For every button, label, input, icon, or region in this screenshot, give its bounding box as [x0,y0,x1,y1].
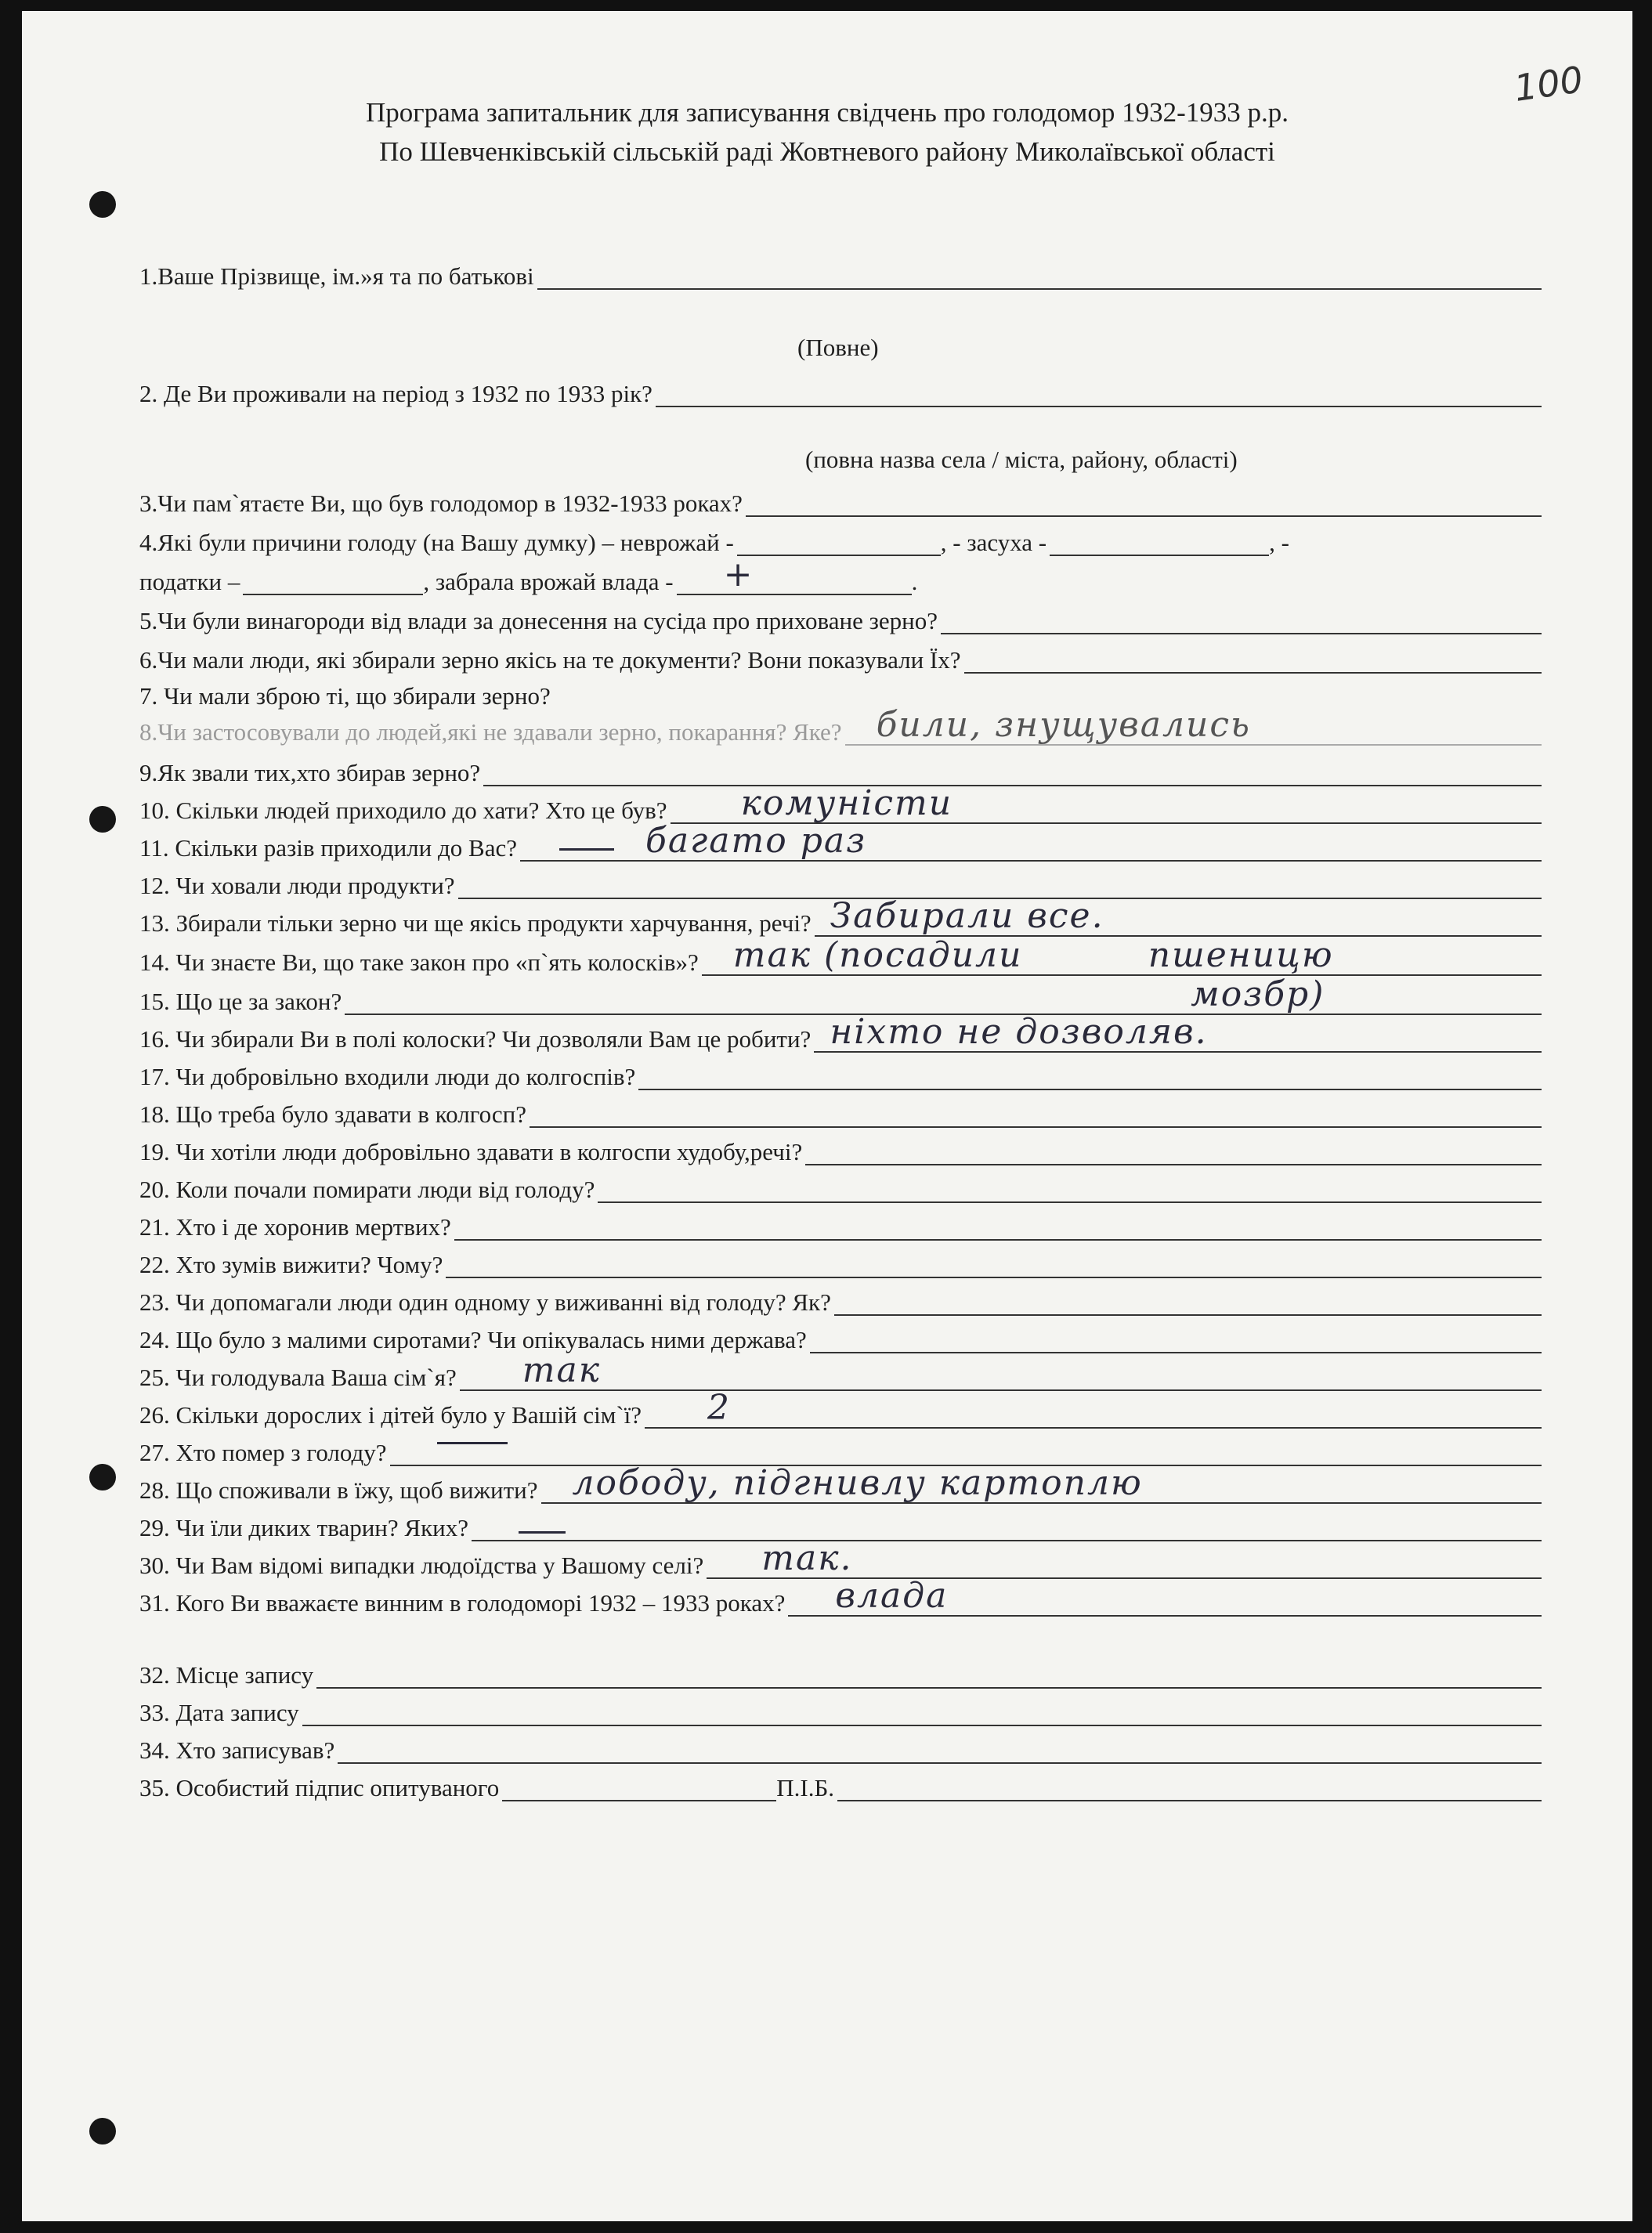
question-14 [139,935,1542,976]
answer-field[interactable] [541,1463,1542,1504]
question-text: 30. Чи Вам відомі випадки людоїдства у Вашому селі? [139,1551,704,1579]
question-5 [139,598,1542,634]
handwritten-answer-continued: пшеницю [1148,935,1334,975]
question-text: . [911,567,918,595]
question-text: 34. Хто записував? [139,1736,335,1764]
answer-field[interactable] [702,935,1542,976]
handwritten-answer: мозбр) [1191,974,1325,1014]
question-text: 6.Чи мали люди, які збирали зерно якісь на те документи? Вони показували Їх? [139,645,961,674]
handwritten-answer: так (посадили [732,935,1023,975]
handwritten-answer: Забирали все. [830,896,1104,936]
title-line-2: По Шевченківській сільській раді Жовтневого району Миколаївської області [379,136,1275,167]
question-17 [139,1054,1542,1090]
answer-field-taxes[interactable] [243,573,423,595]
answer-field[interactable] [537,268,1542,290]
question-text: 17. Чи добровільно входили люди до колгоспів? [139,1062,636,1090]
question-33 [139,1690,1542,1726]
hint-full-name: (Повне) [797,334,879,361]
punch-hole [89,191,116,218]
question-8 [139,705,1542,746]
question-1 [139,254,1542,290]
answer-field[interactable] [460,1350,1542,1391]
question-3 [139,481,1542,517]
question-27 [139,1430,1542,1466]
handwritten-answer: так. [761,1538,853,1578]
handwritten-dash [519,1531,566,1534]
question-text: 29. Чи їли диких тварин? Яких? [139,1513,468,1541]
question-text: 2. Де Ви проживали на період з 1932 по 1933 рік? [139,379,652,407]
question-26 [139,1388,1542,1429]
question-text: 32. Місце запису [139,1660,314,1689]
question-text: 31. Кого Ви вважаєте винним в голодоморі 1932 – 1933 роках? [139,1588,786,1617]
question-22 [139,1242,1542,1278]
question-text: 28. Що споживали в їжу, щоб вижити? [139,1476,538,1504]
question-text: 18. Що треба було здавати в колгосп? [139,1100,526,1128]
question-15 [139,974,1542,1015]
question-16 [139,1012,1542,1053]
answer-field[interactable] [814,1012,1542,1053]
question-20 [139,1167,1542,1203]
handwritten-answer: так [522,1350,601,1390]
answer-field[interactable] [520,821,1542,862]
handwritten-dash [437,1442,508,1444]
question-text: 8.Чи застосовували до людей,які не здавали зерно, покарання? Яке? [139,717,842,746]
handwritten-answer: ніхто не дозволяв. [830,1012,1208,1052]
question-7 [139,674,1542,710]
answer-field[interactable] [338,1742,1542,1764]
question-text: податки – [139,567,240,595]
question-18 [139,1092,1542,1128]
question-34 [139,1728,1542,1764]
question-text: 21. Хто і де хоронив мертвих? [139,1212,451,1241]
question-text: 11. Скільки разів приходили до Вас? [139,833,517,862]
question-text: 3.Чи пам`ятаєте Ви, що був голодомор в 1932-1933 роках? [139,489,743,517]
question-text: , забрала врожай влада - [423,567,674,595]
answer-field[interactable] [483,764,1542,786]
question-text: 24. Що було з малими сиротами? Чи опікувалась ними держава? [139,1325,807,1353]
question-text: , - [1269,528,1289,556]
question-text: 12. Чи ховали люди продукти? [139,871,455,899]
handwritten-answer: били, знущувались [876,705,1251,745]
question-13 [139,896,1542,937]
question-text: 15. Що це за закон? [139,987,342,1015]
question-text: 5.Чи були винагороди від влади за донесення на сусіда про приховане зерно? [139,606,938,634]
question-text: , - засуха - [940,528,1047,556]
question-text: 1.Ваше Прізвище, ім.»я та по батькові [139,262,534,290]
handwritten-answer: багато раз [645,821,867,861]
question-text: 25. Чи голодувала Ваша сім`я? [139,1363,457,1391]
answer-field[interactable] [530,1106,1542,1128]
answer-field[interactable] [845,705,1542,746]
question-29 [139,1505,1542,1541]
question-text: 22. Хто зумів вижити? Чому? [139,1250,443,1278]
punch-hole [89,2118,116,2144]
answer-field[interactable] [810,1331,1542,1353]
answer-field-government[interactable] [677,555,912,595]
answer-field[interactable] [656,385,1542,407]
question-4 [139,520,1542,556]
title-line-1: Програма запитальник для записування свідчень про голодомор 1932-1933 р.р. [366,97,1289,128]
answer-field[interactable] [941,612,1542,634]
question-text: 4.Які були причини голоду (на Вашу думку) – неврожай - [139,528,734,556]
question-35 [139,1765,1542,1801]
answer-field[interactable] [645,1388,1542,1429]
question-19 [139,1129,1542,1165]
answer-field[interactable] [707,1538,1542,1579]
question-text: 14. Чи знаєте Ви, що таке закон про «п`ять колосків»? [139,948,699,976]
question-text: 26. Скільки дорослих і дітей було у Вашій сім`ї? [139,1400,642,1429]
question-25 [139,1350,1542,1391]
question-6 [139,638,1542,674]
question-10 [139,783,1542,824]
answer-field[interactable] [316,1667,1542,1689]
answer-field-drought[interactable] [1050,534,1269,556]
handwritten-answer: влада [835,1576,949,1616]
answer-field[interactable] [598,1181,1542,1203]
answer-field[interactable] [815,896,1542,937]
punch-hole [89,806,116,833]
answer-field[interactable] [302,1704,1542,1726]
question-4-continued [139,555,1542,595]
handwritten-answer: + [723,555,754,594]
page-number: 100 [1511,58,1586,110]
question-11 [139,821,1542,862]
question-9 [139,750,1542,786]
question-32 [139,1653,1542,1689]
question-21 [139,1205,1542,1241]
punch-hole [89,1464,116,1490]
question-23 [139,1280,1542,1316]
question-31 [139,1576,1542,1617]
question-text: 9.Як звали тих,хто збирав зерно? [139,758,481,786]
question-text: 13. Збирали тільки зерно чи ще якісь продукти харчування, речі? [139,909,812,937]
question-text: 16. Чи збирали Ви в полі колоски? Чи дозволяли Вам це робити? [139,1024,812,1053]
answer-field[interactable] [805,1144,1542,1165]
handwritten-answer: комуністи [740,783,953,823]
answer-field[interactable] [746,495,1542,517]
document-page [22,11,1632,2221]
question-text: 23. Чи допомагали люди один одному у виживанні від голоду? Як? [139,1288,831,1316]
question-text: 27. Хто помер з голоду? [139,1438,387,1466]
answer-field[interactable] [454,1219,1542,1241]
answer-field[interactable] [964,652,1542,674]
question-text: 35. Особистий підпис опитуваного [139,1773,500,1801]
handwritten-dash [559,848,614,851]
question-24 [139,1317,1542,1353]
question-text: П.І.Б. [776,1773,835,1801]
question-text: 10. Скільки людей приходило до хати? Хто це був? [139,796,667,824]
question-text: 19. Чи хотіли люди добровільно здавати в колгоспи худобу,речі? [139,1137,803,1165]
question-28 [139,1463,1542,1504]
answer-field-crop-failure[interactable] [737,534,941,556]
answer-field[interactable] [446,1256,1542,1278]
answer-field[interactable] [788,1576,1542,1617]
handwritten-answer: 2 [707,1388,732,1428]
question-2 [139,371,1542,407]
question-30 [139,1538,1542,1579]
question-12 [139,863,1542,899]
signature-field[interactable] [502,1780,776,1801]
full-name-field[interactable] [837,1780,1542,1801]
question-text: 20. Коли почали помирати люди від голоду? [139,1175,595,1203]
hint-place: (повна назва села / міста, району, області) [805,446,1238,473]
question-text: 7. Чи мали зброю ті, що збирали зерно? [139,681,551,710]
answer-field[interactable] [834,1294,1542,1316]
question-text: 33. Дата запису [139,1698,299,1726]
handwritten-answer: лободу, підгнивлу картоплю [572,1463,1143,1503]
answer-field[interactable] [638,1068,1542,1090]
answer-field[interactable] [472,1519,1542,1541]
